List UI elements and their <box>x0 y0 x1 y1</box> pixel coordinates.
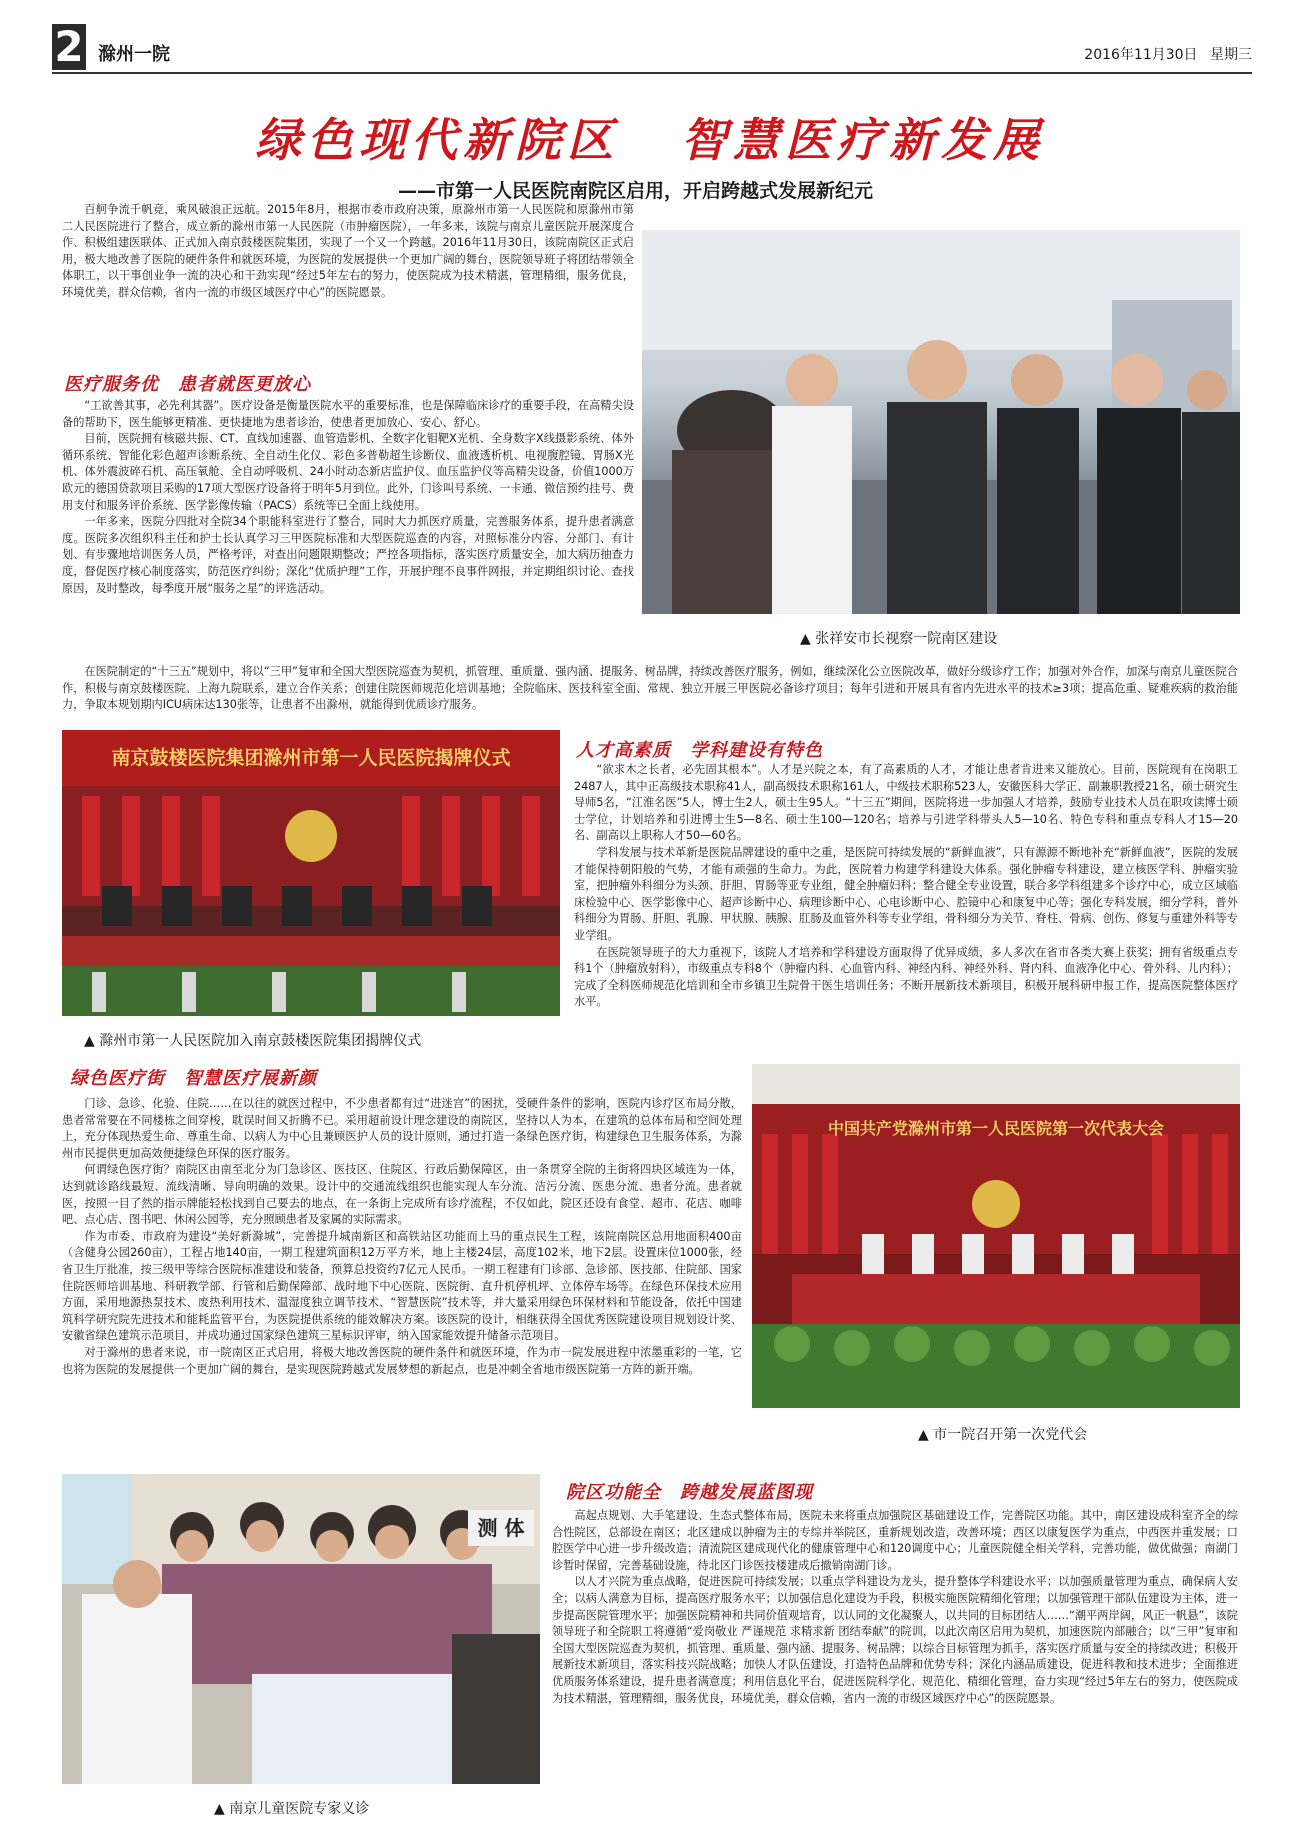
date: 2016年11月30日 <box>1084 47 1198 63</box>
headline <box>0 104 1300 170</box>
weekday: 星期三 <box>1210 47 1252 63</box>
ceremony-scene <box>62 786 560 1016</box>
s2-paragraph: “欲求木之长者，必先固其根本”。人才是兴院之本，有了高素质的人才，才能让患者肯进来又能放心。目前，医院现有在岗职工2487人，其中正高级技术职称41人，副高级技术职称161人，中级技术职称523人，安徽医科大学正、副兼职教授21名，硕士研究生导师5名，“江淮名医”5人，博士生2人，硕士生95人。“十三五”期间，医院将进一步加强人才培养，鼓励专业技术人员在职攻读博士硕士学位，计划培养和引进博士生5—8名、硕士生100—120名；培养与引进学科带头人5—10名、特色专科和重点专科人才15—20名、副高以上职称人才50—60名。 <box>574 763 1238 843</box>
section4-body <box>552 1508 1238 1707</box>
congress-banner-text: 中国共产党滁州市第一人民医院第一次代表大会 <box>827 1119 1164 1138</box>
ceremony-banner-text: 南京鼓楼医院集团滁州市第一人民医院揭牌仪式 <box>111 747 511 769</box>
section-name: 滁州一院 <box>98 44 170 65</box>
section1-heading: 医疗服务优 患者就医更放心 <box>64 374 311 395</box>
s3-paragraph: 何谓绿色医疗街？南院区由南至北分为门急诊区、医技区、住院区、行政后勤保障区，由一条贯穿全院的主街将四块区域连为一体，达到就诊路线最短、流线清晰、导向明确的效果。设计中的交通流线组织也能实现人车分流、洁污分流、医患分流、患者分流。患者就医，按照一目了然的指示牌能轻松找到自己要去的地点，在一条街上完成所有诊疗流程，不仅如此，院区还设有食堂、超市、花店、咖啡吧、点心店、图书吧、休闲公园等，充分照顾患者及家属的实际需求。 <box>62 1163 742 1227</box>
page-number: 2 <box>54 22 84 71</box>
caption-mayor-visit: ▲ 张祥安市长视察一院南区建设 <box>800 631 998 647</box>
photo-unveiling-ceremony <box>62 730 560 1016</box>
issue-date <box>1084 44 1252 64</box>
s4-paragraph: 以人才兴院为重点战略，促进医院可持续发展；以重点学科建设为龙头，提升整体学科建设水平；以加强质量管理为重点，确保病人安全；以病人满意为目标，提高医疗服务水平；以加强信息化建设为手段，积极实施医院精细化管理；以加强管理干部队伍建设为主体，进一步提高医院管理水平；加强医院精神和共同价值观培育，以认同的文化凝聚人，以共同的目标团结人……“潮平两岸阔，风正一帆悬”，该院领导班子和全院职工将遵循“爱岗敬业 严谨规范 求精求新 团结奉献”的院训，以此次南区启用为契机，加速医院内部融合；以“三甲”复审和全国大型医院巡查为契机，抓管理、重质量、强内涵、提服务、树品牌；以综合目标管理为抓手，落实医疗质量与安全的持续改进；积极开展新技术新项目，落实科技兴院战略；加快人才队伍建设，打造特色品牌和优势专科；深化内涵品质建设，促进科教和技术进步；全面推进优质服务体系建设，提升患者满意度；利用信息化平台，促进医院科学化、规范化、精细化管理，奋力实现“经过5年左右的努力，使医院成为技术精湛，管理精细，服务优良，环境优美，群众信赖，省内一流的市级区域医疗中心”的医院愿景。 <box>552 1575 1238 1705</box>
s3-paragraph: 作为市委、市政府为建设“美好新滁城”，完善提升城南新区和高铁站区功能而上马的重点民生工程，该院南院区总用地面积400亩（含健身公园260亩），工程占地140亩，一期工程建筑面积12万平方米，地上主楼24层，高度102米，地下2层。设置床位1000张，经省卫生厅批准，按三级甲等综合医院标准建设和装备，预算总投资约7亿元人民币。一期工程建有门诊部、急诊部、医技部、住院部、国家住院医师培训基地、科研教学部、行管和后勤保障部、战时地下中心医院、医院街、直升机停机坪、立体停车场等。在绿色环保技术应用方面，采用地源热泵技术、废热利用技术、温湿度独立调节技术、“智慧医院”技术等，并大量采用绿色环保材料和节能设备，依托中国建筑科学研究院先进技术和能耗监管平台，为医院提供系统的能效解决方案。该医院的设计，相继获得全国优秀医院建设项目规划设计奖、安徽省绿色建筑示范项目，并成功通过国家绿色建筑三星标识评审，纳入国家能效提升储备示范项目。 <box>62 1229 742 1343</box>
photo-scene <box>642 230 1240 614</box>
intro-block <box>62 202 634 302</box>
section2-body <box>574 762 1238 1011</box>
s1-paragraph: 一年多来，医院分四批对全院34个职能科室进行了整合，同时大力抓医疗质量，完善服务体系，提升患者满意度。医院多次组织科主任和护士长认真学习三甲医院标准和大型医院巡查的内容，对照标准分内容、分部门、有计划、有步骤地培训医务人员，严格考评，对查出问题限期整改；严控各项指标，落实医疗质量安全，加大病历抽查力度，督促医疗核心制度落实，防范医疗纠纷；深化“优质护理”工作，开展护理不良事件网报，并定期组织讨论、查找原因，及时整改，每季度开展“服务之星”的评选活动。 <box>62 515 634 595</box>
headline-right: 智慧医疗新发展 <box>681 113 1045 167</box>
s4-paragraph: 高起点规划、大手笔建设、生态式整体布局，医院未来将重点加强院区基础建设工作，完善院区功能。其中，南区建设成科室齐全的综合性院区，总部设在南区；北区建成以肿瘤为主的专综并举院区，重新规划改造，改善环境；西区以康复医学为重点，中西医并重发展；口腔医学中心进一步升级改造；清流院区建成现代化的健康管理中心和120调度中心；儿童医院健全相关学科，完善功能，做优做强；南湖门诊暂时保留，完善基础设施，待北区门诊医技楼建成后撤销南湖门诊。 <box>552 1509 1238 1572</box>
measure-sign-text: 测 体 <box>477 1516 525 1540</box>
s2-paragraph: 学科发展与技术革新是医院品牌建设的重中之重，是医院可持续发展的“新鲜血液”，只有源源不断地补充“新鲜血液”，医院的发展才能保持朝阳般的气势，才能有顽强的生命力。为此，医院着力构建学科建设大体系。强化肿瘤专科建设，建立核医学科、肿瘤实验室，把肿瘤外科细分为头颈、肝胆、胃肠等亚专业组，健全肿瘤妇科；整合健全专业设置，联合多学科组建多个诊疗中心，成立区域临床检验中心、医学影像中心、超声诊断中心、病理诊断中心、心电诊断中心、腔镜中心和康复中心等；强化专科发展，细分学科，普外科细分为胃肠、肝胆、乳腺、甲状腺、胰腺、肛肠及血管外科等专业学组，骨科细分为关节、脊柱、骨病、创伤、修复与重建外科等专业学组。 <box>574 845 1238 942</box>
s3-paragraph: 对于滁州的患者来说，市一院南区正式启用，将极大地改善医院的硬件条件和就医环境，作为市一院发展进程中浓墨重彩的一笔，它也将为医院的发展提供一个更加广阔的舞台，是实现医院跨越式发展梦想的新起点，也是冲刺全省地市级医院第一方阵的新开端。 <box>62 1345 742 1376</box>
subtitle: ——市第一人民医院南院区启用，开启跨越式发展新纪元 <box>398 180 874 202</box>
s1-paragraph: “工欲善其事，必先利其器”。医疗设备是衡量医院水平的重要标准，也是保障临床诊疗的重要手段，在高精尖设备的帮助下，医生能够更精准、更快捷地为患者诊治，使患者更加放心、安心、舒心。 <box>62 399 634 429</box>
caption-unveiling-ceremony: ▲ 滁州市第一人民医院加入南京鼓楼医院集团揭牌仪式 <box>84 1033 422 1049</box>
caption-party-congress: ▲ 市一院召开第一次党代会 <box>918 1427 1088 1443</box>
photo-party-congress <box>752 1064 1240 1408</box>
caption-pediatric-clinic: ▲ 南京儿童医院专家义诊 <box>214 1801 370 1817</box>
section1-body-top <box>62 398 634 597</box>
header-rule <box>52 72 1252 74</box>
section1-body-wide <box>62 664 1238 714</box>
headline-left: 绿色现代新院区 <box>254 113 619 167</box>
section3-heading: 绿色医疗街 智慧医疗展新颜 <box>70 1068 317 1089</box>
measure-sign <box>468 1510 534 1546</box>
intro-paragraph: 百舸争流千帆竞，乘风破浪正远航。2015年8月，根据市委市政府决策，原滁州市第一人民医院和原滁州市第二人民医院进行了整合，成立新的滁州市第一人民医院（市肿瘤医院），一年多来，该院与南京儿童医院开展深度合作、积极组建医联体、正式加入南京鼓楼医院集团，实现了一个又一个跨越。2016年11月30日，该院南院区正式启用，极大地改善了医院的硬件条件和就医环境，为医院的发展提供一个更加广阔的舞台，医院领导班子将团结带领全体职工，以干事创业争一流的决心和干劲实现“经过5年左右的努力，使医院成为技术精湛，管理精细，服务优良，环境优美，群众信赖，省内一流的市级区域医疗中心”的医院愿景。 <box>62 203 634 299</box>
s1-paragraph: 目前，医院拥有核磁共振、CT、直线加速器、血管造影机、全数字化钼靶X光机、全身数字X线摄影系统、体外循环系统、智能化彩色超声诊断系统、全自动生化仪、彩色多普勒超生诊断仪、血液透析机、电视腹腔镜、胃肠X光机、体外震波碎石机、高压氧舱、全自动呼吸机、24小时动态新店监护仪、血压监护仪等高精尖设备，价值1000万欧元的德国贷款项目采购的17项大型医疗设备将于明年5月到位。此外，门诊叫号系统、一卡通、微信预约挂号、费用支付和服务评价系统、医学影像传输（PACS）系统等已全面上线使用。 <box>62 432 634 512</box>
photo-pediatric-clinic <box>62 1474 540 1784</box>
photo-mayor-visit <box>642 230 1240 614</box>
ceremony-banner <box>62 730 560 786</box>
congress-banner <box>752 1116 1240 1139</box>
section3-body <box>62 1096 742 1378</box>
page-number-block <box>52 24 86 70</box>
section2-heading: 人才高素质 学科建设有特色 <box>576 740 823 761</box>
s3-paragraph: 门诊、急诊、化验、住院……在以往的就医过程中，不少患者都有过“进迷宫”的困扰，受硬件条件的影响，医院内诊疗区布局分散，患者常常要在不同楼栋之间穿梭，耽误时间又折腾不已。采用超前设计理念建设的南院区，坚持以人为本，在建筑的总体布局和空间处理上，充分体现热爱生命、尊重生命、以病人为中心且兼顾医护人员的设计原则，通过打造一条绿色医疗街，构建绿色卫生服务体系，为滁州市民提供更加高效便捷绿色环保的医疗服务。 <box>62 1097 742 1160</box>
s2-paragraph: 在医院领导班子的大力重视下，该院人才培养和学科建设方面取得了优异成绩，多人多次在省市各类大赛上获奖；拥有省级重点专科1个（肿瘤放射科），市级重点专科8个（肿瘤内科、心血管内科、神经内科、神经外科、肾内科、血液净化中心、骨外科、儿内科）；完成了全科医师规范化培训和全市乡镇卫生院骨干医生培训任务；不断开展新技术新项目，积极开展科研申报工作，提高医院整体医疗水平。 <box>574 945 1238 1009</box>
s1-paragraph: 在医院制定的“十三五”规划中，将以“三甲”复审和全国大型医院巡查为契机，抓管理、重质量、强内涵、提服务、树品牌，持续改善医疗服务，例如，继续深化公立医院改革，做好分级诊疗工作；加强对外合作，加深与南京儿童医院合作，积极与南京鼓楼医院、上海九院联系，建立合作关系；创建住院医师规范化培训基地；全院临床、医技科室全面、常规、独立开展三甲医院必备诊疗项目；每年引进和开展具有省内先进水平的技术≥3项；提高危重、疑难疾病的救治能力，争取本规划期内ICU病床达130张等，让患者不出滁州，就能得到优质诊疗服务。 <box>62 665 1238 712</box>
section4-heading: 院区功能全 跨越发展蓝图现 <box>566 1482 813 1503</box>
